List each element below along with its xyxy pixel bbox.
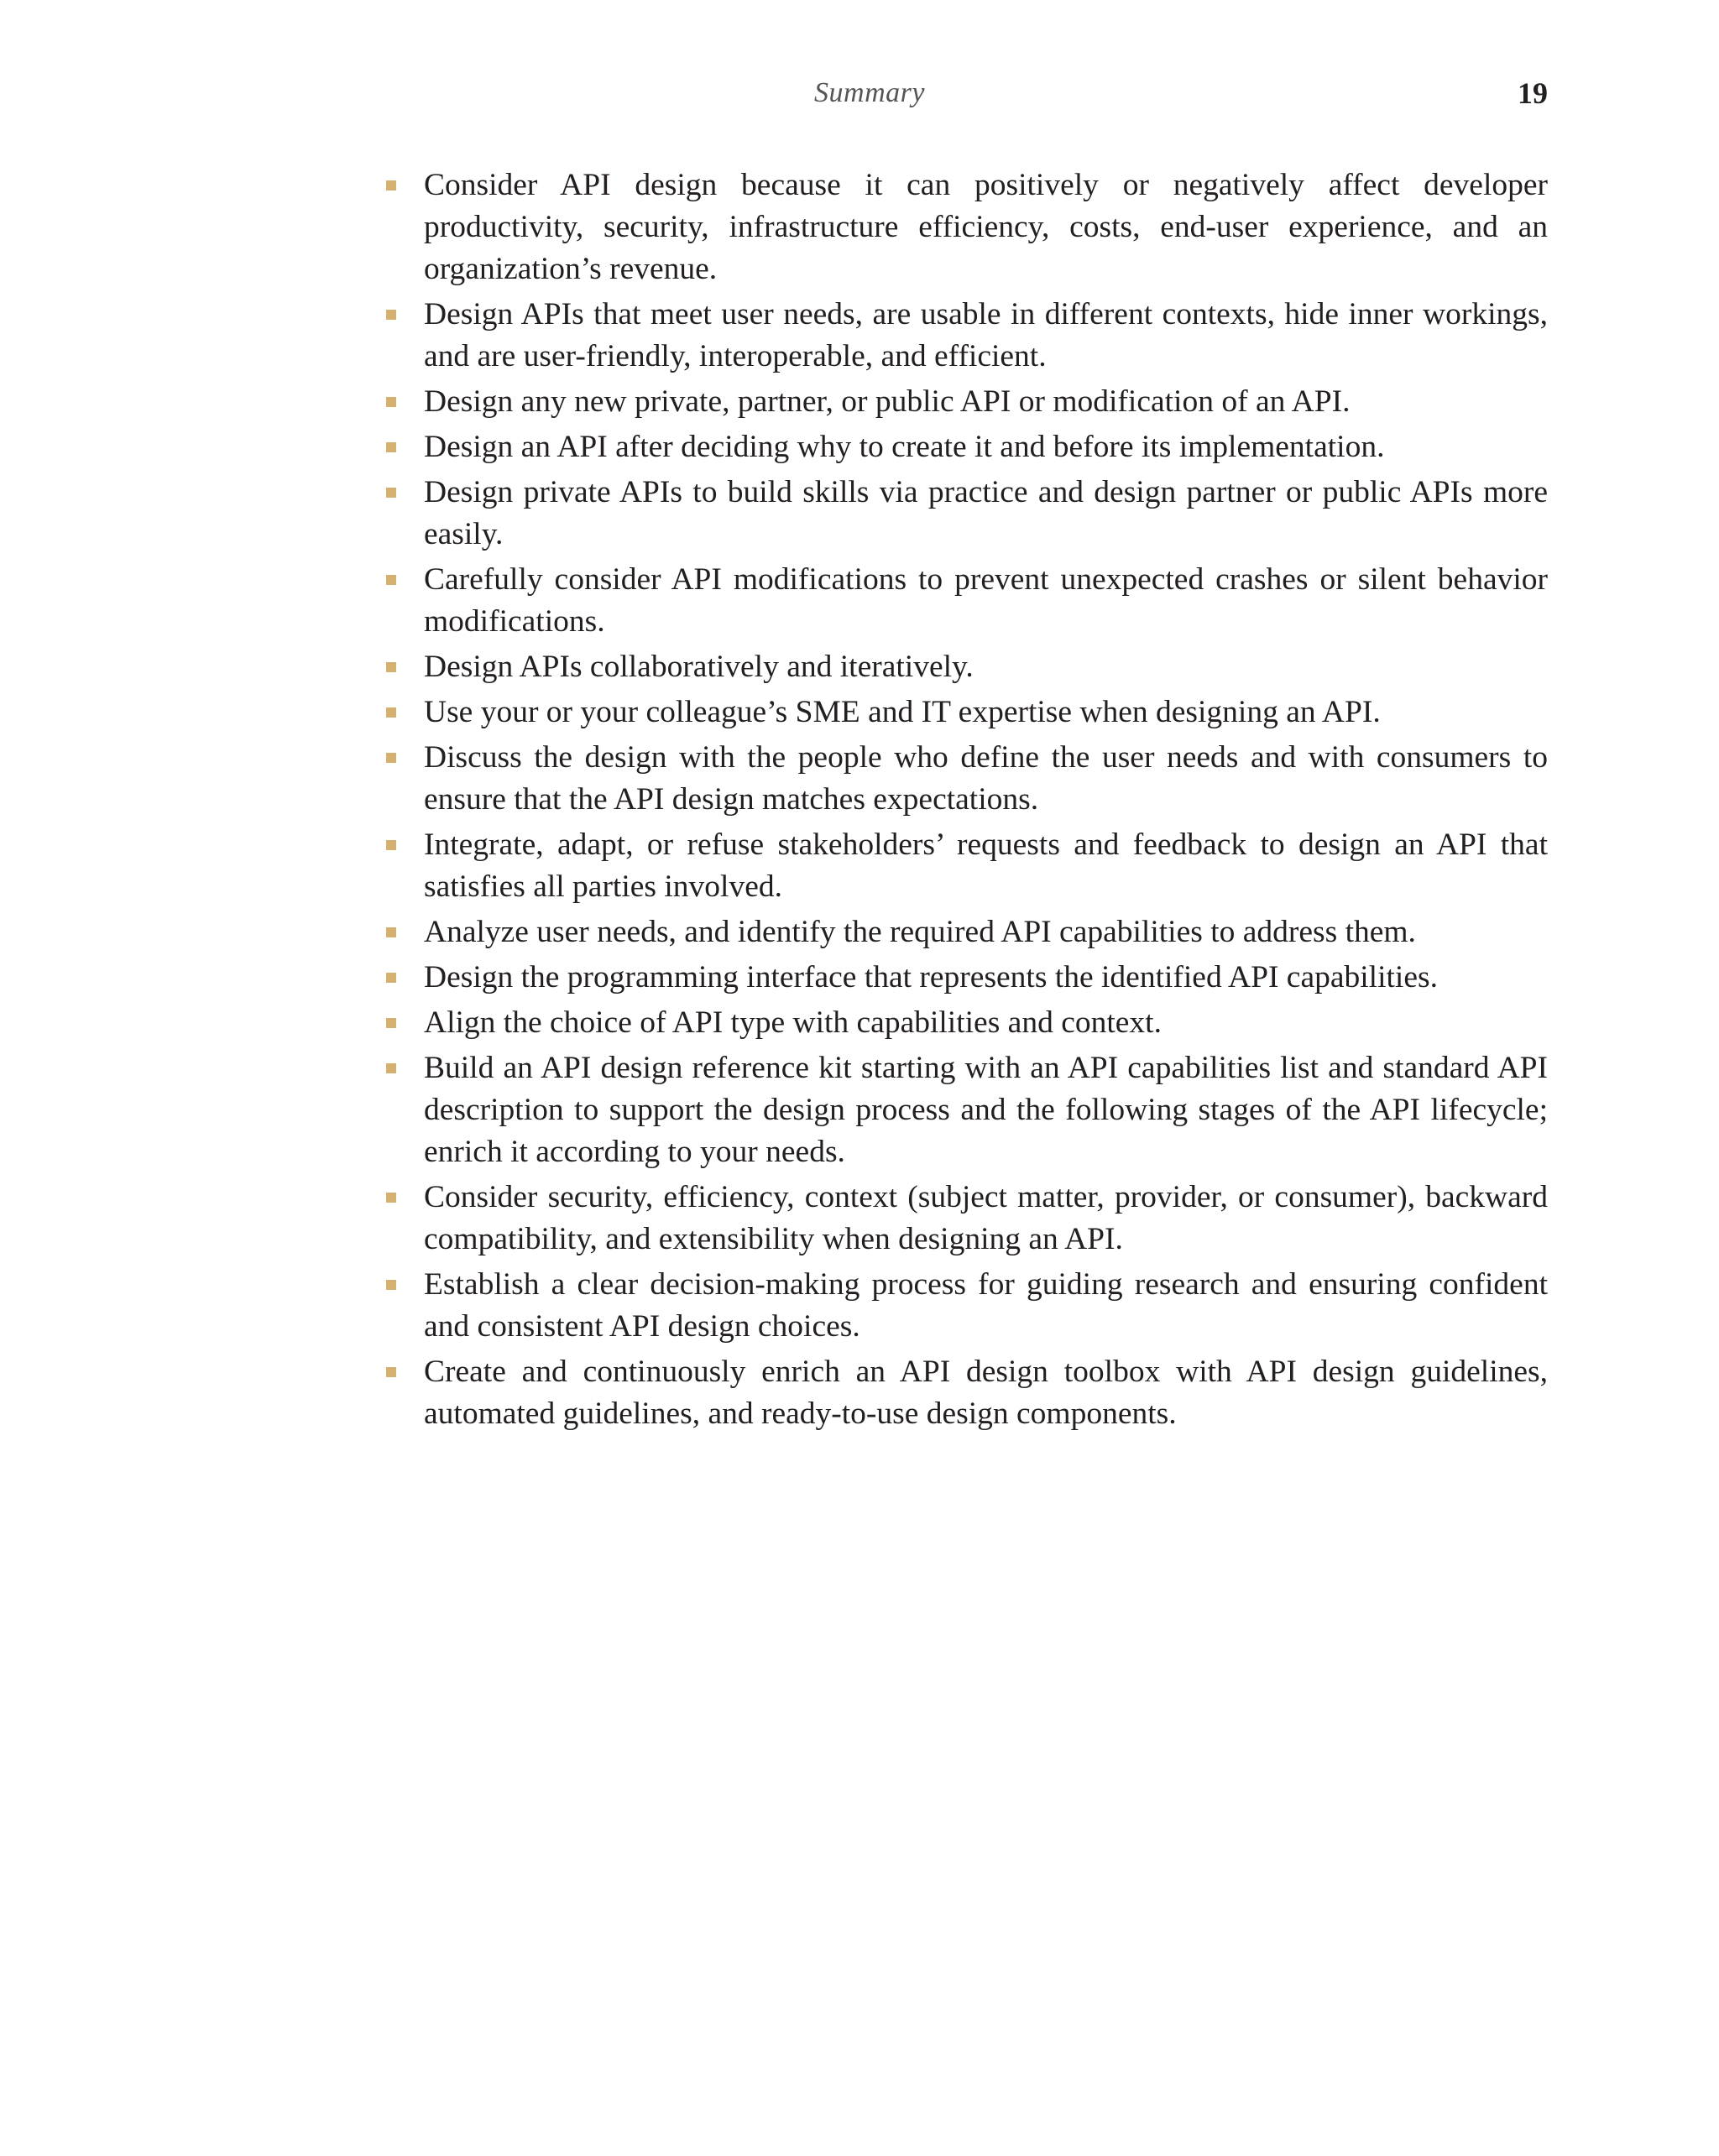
square-bullet-icon	[386, 310, 396, 320]
bullet-text: Use your or your colleague’s SME and IT expertise when designing an API.	[424, 695, 1381, 729]
bullet-item	[383, 692, 1548, 733]
square-bullet-icon	[386, 1367, 396, 1377]
square-bullet-icon	[386, 442, 396, 452]
section-title: Summary	[814, 77, 925, 108]
square-bullet-icon	[386, 662, 396, 672]
bullet-text: Design private APIs to build skills via practice and design partner or public APIs more easily.	[424, 475, 1548, 551]
bullet-item	[383, 559, 1548, 643]
bullet-text: Consider security, efficiency, context (subject matter, provider, or consumer), backward compatibility, and extensibility when designing an API.	[424, 1180, 1548, 1256]
bullet-item	[383, 911, 1548, 953]
bullet-text: Establish a clear decision-making process for guiding research and ensuring confident and consistent API design choices.	[424, 1267, 1548, 1344]
bullet-text: Create and continuously enrich an API design toolbox with API design guidelines, automated guidelines, and ready-to-use design components.	[424, 1355, 1548, 1431]
bullet-item	[383, 646, 1548, 688]
square-bullet-icon	[386, 1280, 396, 1290]
bullet-text: Design an API after deciding why to create it and before its implementation.	[424, 430, 1385, 464]
bullet-text: Integrate, adapt, or refuse stakeholders’ requests and feedback to design an API that satisfies all parties involved.	[424, 827, 1548, 904]
bullet-item	[383, 472, 1548, 556]
bullet-text: Carefully consider API modifications to prevent unexpected crashes or silent behavior modifications.	[424, 562, 1548, 639]
bullet-item	[383, 1047, 1548, 1173]
running-head	[0, 77, 1719, 119]
bullet-item	[383, 426, 1548, 468]
bullet-item	[383, 164, 1548, 290]
bullet-text: Discuss the design with the people who define the user needs and with consumers to ensure that the API design matches expectations.	[424, 740, 1548, 817]
bullet-item	[383, 824, 1548, 908]
square-bullet-icon	[386, 1193, 396, 1203]
bullet-text: Align the choice of API type with capabilities and context.	[424, 1005, 1162, 1040]
square-bullet-icon	[386, 707, 396, 718]
bullet-item	[383, 294, 1548, 378]
square-bullet-icon	[386, 180, 396, 191]
square-bullet-icon	[386, 927, 396, 937]
bullet-text: Design APIs collaboratively and iteratively.	[424, 650, 974, 684]
bullet-item	[383, 1177, 1548, 1261]
bullet-text: Consider API design because it can positively or negatively affect developer productivity, security, infrastructure efficiency, costs, end-user experience, and an organization’s revenue.	[424, 168, 1548, 286]
square-bullet-icon	[386, 397, 396, 407]
bullet-text: Analyze user needs, and identify the required API capabilities to address them.	[424, 915, 1416, 949]
square-bullet-icon	[386, 753, 396, 763]
square-bullet-icon	[386, 488, 396, 498]
bullet-text: Design APIs that meet user needs, are usable in different contexts, hide inner workings, and are user-friendly, interoperable, and efficient.	[424, 297, 1548, 373]
summary-bullet-list	[383, 164, 1548, 1438]
bullet-item	[383, 1351, 1548, 1435]
bullet-text: Build an API design reference kit starting with an API capabilities list and standard API description to support the design process and the following stages of the API lifecycle; enrich it according to your needs.	[424, 1051, 1548, 1169]
square-bullet-icon	[386, 575, 396, 585]
square-bullet-icon	[386, 973, 396, 983]
bullet-item	[383, 957, 1548, 999]
square-bullet-icon	[386, 1063, 396, 1073]
square-bullet-icon	[386, 1018, 396, 1028]
bullet-item	[383, 381, 1548, 423]
bullet-item	[383, 737, 1548, 821]
square-bullet-icon	[386, 840, 396, 850]
bullet-text: Design any new private, partner, or public API or modification of an API.	[424, 384, 1351, 419]
bullet-item	[383, 1264, 1548, 1348]
page-number: 19	[1518, 76, 1548, 110]
bullet-item	[383, 1002, 1548, 1044]
bullet-text: Design the programming interface that represents the identified API capabilities.	[424, 960, 1438, 994]
